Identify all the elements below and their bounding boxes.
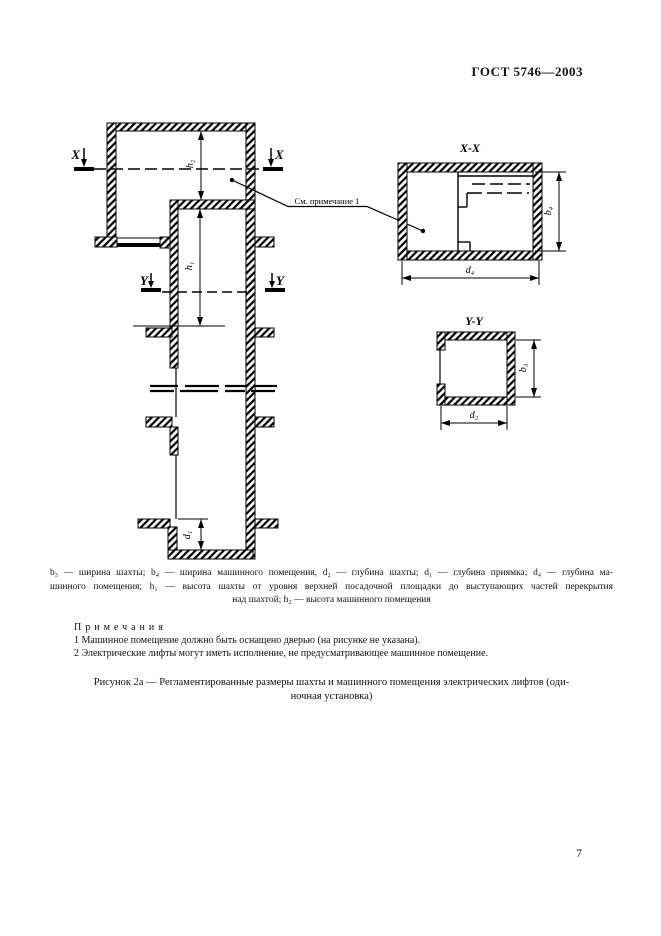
dimension-h2 [185, 131, 204, 200]
page-number: 7 [576, 846, 582, 860]
note-item-2: 2 Электрические лифты могут иметь исполнение, не предусматривающее машинное помещение. [74, 648, 489, 659]
legend-line-2: шинного помещения; h₁ — высота шахты от уровня верхней посадочной площадки до выступающих частей перекрытия [50, 581, 613, 592]
section-y-left-label: Y [140, 273, 148, 288]
view-yy [437, 314, 541, 430]
dim-b3-label: b₃ [518, 363, 529, 373]
legend-line-1: b₃ — ширина шахты; b₄ — ширина машинного помещения, d₂ — глубина шахты; d₁ — глубина приямка; d₄ — глубина ма- [50, 568, 613, 578]
dimension-d2 [441, 406, 507, 430]
dim-b4-label: b₄ [543, 206, 554, 216]
callout-note1 [230, 178, 425, 233]
view-yy-title: Y-Y [465, 314, 483, 328]
caption-line-2: ночная установка) [290, 690, 373, 702]
view-xx [398, 141, 566, 285]
dim-h2-label: h₂ [185, 159, 196, 169]
dim-d2-label: d₂ [469, 410, 479, 421]
dimension-h1 [184, 209, 203, 326]
figure-legend [50, 567, 613, 608]
callout-note1-label: См. примечание 1 [294, 196, 360, 206]
section-mark-y [140, 273, 285, 292]
dim-d4-label: d₄ [465, 265, 475, 276]
dimension-d4 [402, 261, 539, 285]
section-x-left-label: X [71, 147, 80, 162]
notes-title: Примечания [74, 622, 167, 633]
view-xx-title: X-X [459, 141, 481, 155]
dimension-b3 [516, 340, 541, 397]
caption-line-1: Рисунок 2а — Регламентированные размеры шахты и машинного помещения электрических лифтов (оди- [93, 677, 570, 688]
dimension-d1 [182, 519, 204, 550]
dim-h1-label: h₁ [184, 261, 195, 271]
legend-line-3: над шахтой; h₂ — высота машинного помещения [232, 595, 431, 605]
standard-number-header: ГОСТ 5746—2003 [471, 64, 583, 79]
notes-block [50, 621, 613, 660]
section-x-right-label: X [275, 147, 284, 162]
note-item-1: 1 Машинное помещение должно быть оснащено дверью (на рисунке не указана). [74, 635, 421, 646]
section-y-right-label: Y [276, 273, 284, 288]
figure-caption [50, 676, 613, 703]
dim-d1-label: d₁ [182, 530, 193, 540]
